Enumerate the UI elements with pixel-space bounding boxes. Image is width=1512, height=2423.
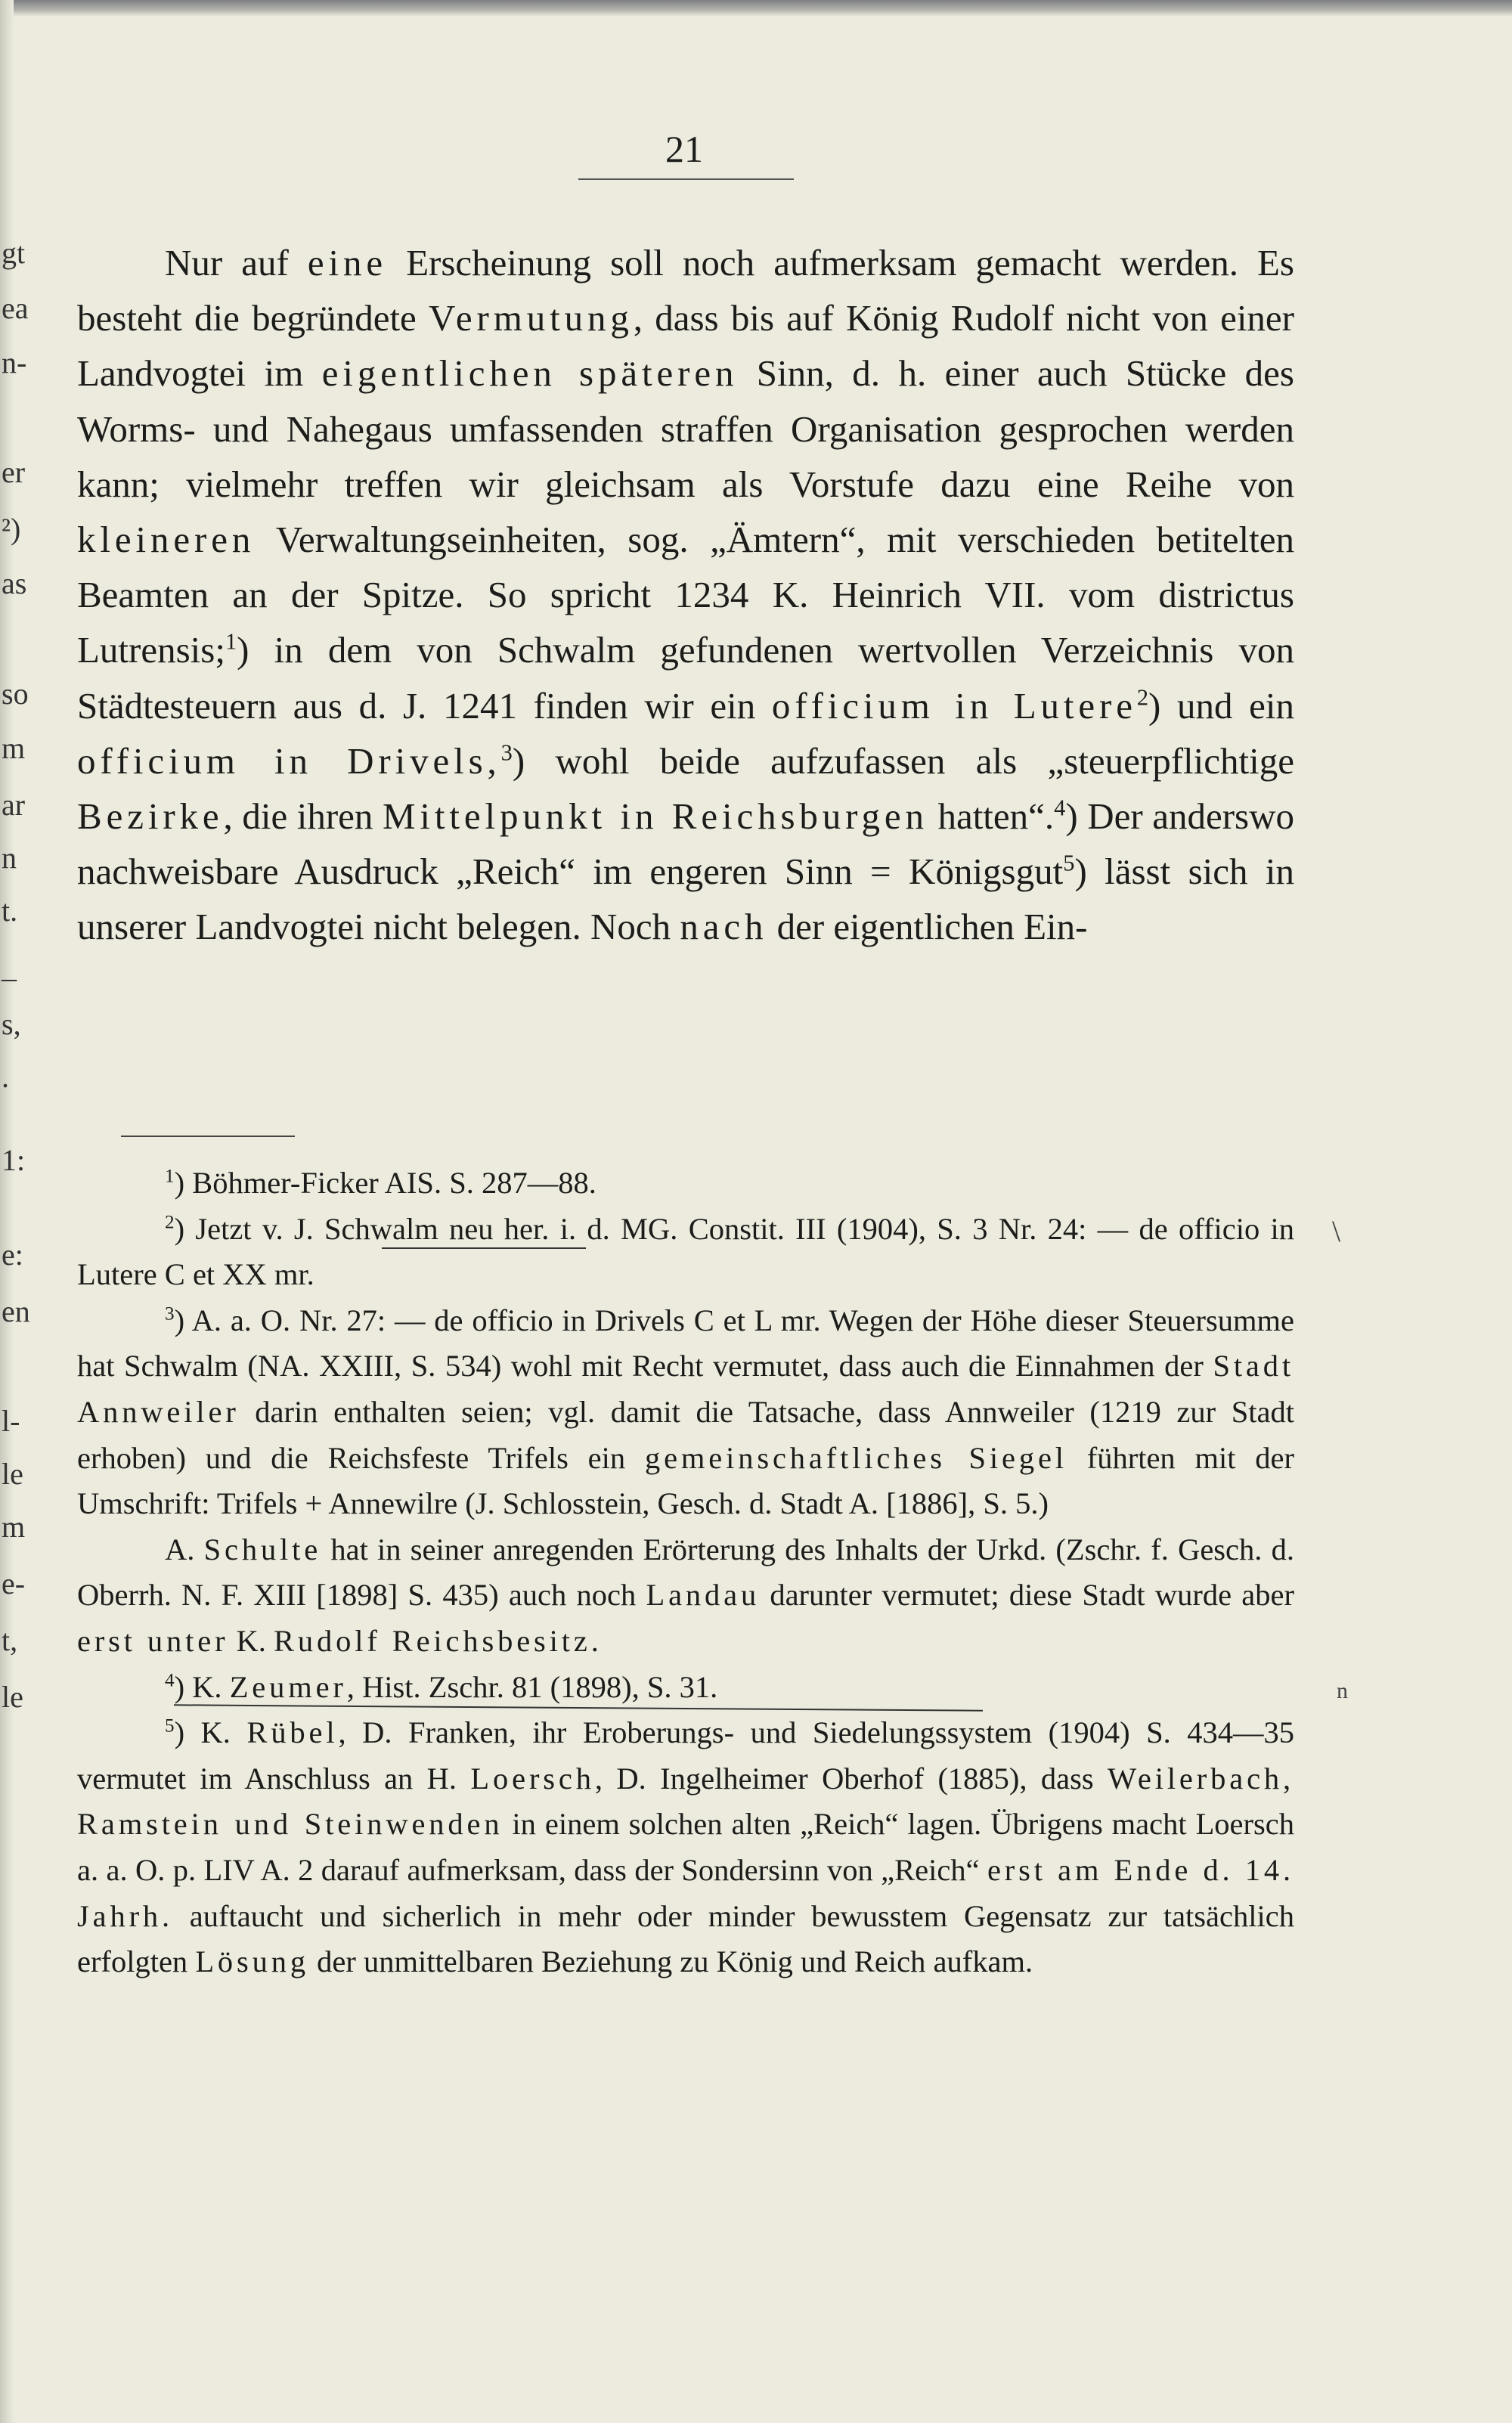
edge-fragment: ar bbox=[2, 788, 26, 822]
footnote-text: ) Böhmer-Ficker AIS. S. 287—88. bbox=[174, 1166, 596, 1200]
spaced-text: Zeumer bbox=[229, 1669, 347, 1704]
edge-fragment: le bbox=[2, 1457, 23, 1491]
footnote-text: , D. Franken, ihr Eroberungs- und Siedelungssystem (1904) S. 434—35 vermutet im Anschluss an H. bbox=[77, 1715, 1294, 1796]
spaced-text: Weilerbach, Ramstein und Steinwenden bbox=[77, 1761, 1294, 1842]
footnote-text: darin enthalten seien; vgl. damit die Tatsache, dass Annweiler (1219 zur Stadt erhoben) und die Reichsfeste Trifels ein bbox=[77, 1394, 1294, 1475]
footnote-rule bbox=[121, 1136, 295, 1137]
edge-fragment: t, bbox=[2, 1623, 18, 1657]
edge-fragment: e: bbox=[2, 1238, 23, 1272]
edge-fragment: m bbox=[2, 1510, 26, 1544]
footnote-text: der unmittelbaren Beziehung zu König und Reich aufkam. bbox=[308, 1944, 1033, 1979]
footnotes bbox=[77, 1160, 1294, 1985]
edge-fragment: so bbox=[2, 677, 29, 711]
spaced-text: officium in Drivels, bbox=[77, 739, 501, 782]
page-top-edge bbox=[0, 0, 1512, 17]
text-run: hatten“. bbox=[928, 795, 1055, 838]
edge-fragment: t. bbox=[2, 894, 18, 928]
spaced-text: Schulte bbox=[203, 1532, 322, 1566]
footnote-4 bbox=[77, 1665, 1294, 1711]
edge-fragment: . bbox=[2, 1060, 9, 1094]
text-run: , dass bis auf König Rudolf nicht von einer Landvogtei im bbox=[77, 297, 1294, 395]
paragraph bbox=[77, 235, 1294, 955]
footnote-ref: 3 bbox=[500, 739, 513, 766]
text-run: Verwaltungseinheiten, sog. „Ämtern“, mit verschieden betitelten Beamten an der Spitze. So spricht 1234 K. Heinrich VII. vom districtus Lutrensis; bbox=[77, 519, 1294, 671]
text-run: ) in dem von Schwalm gefundenen wertvollen Verzeichnis von Städtesteuern aus d. J. 1241 finden wir ein bbox=[77, 629, 1294, 727]
footnote-text: darunter vermutet; diese Stadt wurde aber bbox=[760, 1578, 1294, 1613]
footnote-text: , Hist. Zschr. 81 (1898), S. 31. bbox=[346, 1669, 718, 1704]
spaced-text: Bezirke bbox=[77, 795, 224, 838]
footnote-text: führten mit der Umschrift: Trifels + Annewilre (J. Schlosstein, Gesch. d. Stadt A. [1886], S. 5.) bbox=[77, 1440, 1295, 1521]
spaced-text: Rudolf Reichsbesitz bbox=[274, 1623, 591, 1658]
pencil-underline bbox=[382, 1247, 586, 1249]
edge-fragment: n bbox=[2, 841, 17, 875]
spaced-text: Landau bbox=[646, 1578, 761, 1613]
text-run: ) und ein bbox=[1148, 684, 1295, 727]
pencil-mark: n bbox=[1337, 1678, 1348, 1703]
footnote-5 bbox=[77, 1710, 1294, 1985]
text-run: der eigentlichen Ein- bbox=[767, 906, 1088, 948]
footnote-text: ) K. bbox=[174, 1715, 247, 1750]
spaced-text: eigentlichen späteren bbox=[321, 352, 739, 395]
spaced-text: eine bbox=[307, 242, 388, 284]
page-number: 21 bbox=[665, 128, 703, 170]
footnote-text: . bbox=[590, 1623, 599, 1658]
edge-fragment: m bbox=[2, 731, 26, 765]
footnote-text: K. bbox=[228, 1623, 274, 1658]
footnote-text: in einem solchen alten „Reich“ lagen. Übrigens macht Loersch a. a. O. p. LIV A. 2 darauf aufmerksam, dass der Sondersinn von „Reich“ bbox=[77, 1807, 1295, 1887]
edge-fragment: as bbox=[2, 566, 27, 600]
edge-fragment: gt bbox=[2, 236, 26, 270]
spaced-text: Vermutung bbox=[429, 297, 634, 339]
spaced-text: Rübel bbox=[246, 1715, 339, 1750]
footnote-number: 3 bbox=[165, 1303, 175, 1325]
text-run: , die ihren bbox=[223, 795, 383, 838]
spaced-text: officium in Lutere bbox=[771, 684, 1137, 727]
text-run: ) wohl beide aufzufassen als „steuerpflichtige bbox=[512, 739, 1294, 782]
footnote-text: ) Jetzt v. J. Schwalm neu her. i. d. MG. Constit. III (1904), S. 3 Nr. 24: — de officio in Lutere C et XX mr. bbox=[77, 1211, 1294, 1292]
footnote-text: , D. Ingelheimer Oberhof (1885), dass bbox=[594, 1761, 1108, 1796]
footnote-number: 1 bbox=[165, 1166, 175, 1187]
text-run: Nur auf bbox=[165, 242, 308, 284]
edge-fragment: le bbox=[2, 1680, 23, 1714]
footnote-ref: 1 bbox=[225, 629, 237, 655]
edge-fragment: en bbox=[2, 1294, 30, 1328]
spaced-text: erst unter bbox=[77, 1623, 229, 1658]
spaced-text: Loersch bbox=[470, 1761, 595, 1796]
footnote-text: A. bbox=[165, 1532, 204, 1566]
edge-fragment: er bbox=[2, 455, 26, 489]
edge-fragment: l- bbox=[2, 1404, 20, 1438]
spaced-text: kleineren bbox=[77, 519, 256, 561]
footnote-text: ) A. a. O. Nr. 27: — de officio in Drivels C et L mr. Wegen der Höhe dieser Steuersumme hat Schwalm (NA. XXIII, S. 534) wohl mit Recht vermutet, dass auch die Einnahmen der bbox=[77, 1303, 1294, 1383]
footnote-3-continued bbox=[77, 1527, 1294, 1665]
text-run: ) Der anderswo nachweisbare Ausdruck „Reich“ im engeren Sinn = Königsgut bbox=[77, 795, 1294, 893]
footnote-text: hat in seiner anregenden Erörterung des Inhalts der Urkd. (Zschr. f. Gesch. d. Oberrh. N. F. XIII [1898] S. 435) auch noch bbox=[77, 1532, 1295, 1613]
edge-fragment: s, bbox=[2, 1007, 21, 1041]
footnote-ref: 4 bbox=[1054, 795, 1066, 821]
edge-fragment: _ bbox=[2, 950, 17, 984]
footnote-number: 4 bbox=[165, 1670, 175, 1691]
footnote-1 bbox=[77, 1160, 1294, 1207]
spaced-text: Mittelpunkt in Reichsburgen bbox=[382, 795, 928, 838]
footnote-number: 5 bbox=[165, 1715, 175, 1737]
footnote-number: 2 bbox=[165, 1212, 175, 1233]
spaced-text: Stadt Annweiler bbox=[77, 1349, 1294, 1429]
spaced-text: nach bbox=[680, 906, 768, 948]
edge-fragment: ea bbox=[2, 291, 29, 325]
edge-fragment: n- bbox=[2, 345, 27, 380]
spaced-text: Lösung bbox=[195, 1944, 309, 1979]
pencil-mark: \ bbox=[1332, 1214, 1341, 1248]
edge-fragment: 1: bbox=[2, 1143, 26, 1177]
text-run: Erscheinung soll noch aufmerksam gemacht werden. Es besteht die begründete bbox=[77, 242, 1294, 339]
footnote-ref: 5 bbox=[1063, 850, 1075, 876]
footnote-text: auftaucht und sicherlich in mehr oder minder bewusstem Gegensatz zur tatsächlich erfolgten bbox=[77, 1898, 1294, 1979]
main-text bbox=[77, 235, 1294, 955]
spaced-text: gemeinschaftliches Siegel bbox=[644, 1440, 1067, 1475]
footnote-ref: 2 bbox=[1136, 684, 1149, 711]
edge-fragment: ²) bbox=[2, 512, 21, 546]
edge-fragment: e- bbox=[2, 1566, 26, 1600]
footnote-3 bbox=[77, 1298, 1294, 1527]
text-run: Sinn, d. h. einer auch Stücke des Worms- und Nahegaus umfassenden straffen Organisation gesprochen werden kann; vielmehr treffen wir gleichsam als Vorstufe dazu eine Reihe von bbox=[77, 352, 1294, 505]
text-run: ) lässt sich in unserer Landvogtei nicht belegen. Noch bbox=[77, 851, 1294, 948]
footnote-2 bbox=[77, 1207, 1294, 1298]
spaced-text: erst am Ende d. 14. Jahrh. bbox=[77, 1852, 1294, 1933]
footnote-text: ) K. bbox=[174, 1669, 230, 1704]
page-number-rule bbox=[578, 178, 794, 180]
